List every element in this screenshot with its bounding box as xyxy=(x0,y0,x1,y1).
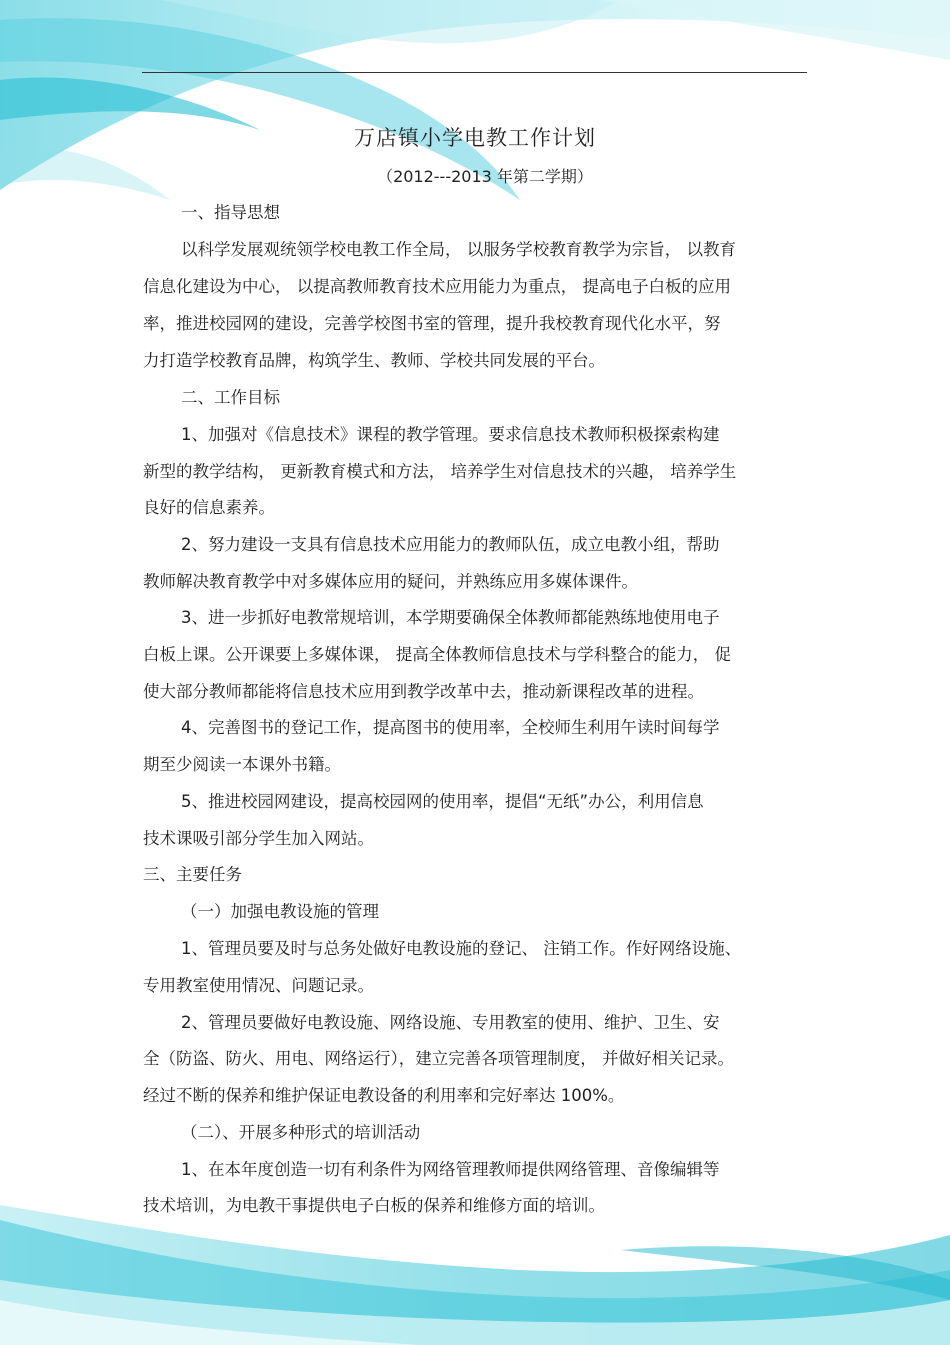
paragraph-line: 全（防盗、防火、用电、网络运行），建立完善各项管理制度， 并做好相关记录。 xyxy=(143,1049,734,1068)
paragraph-line: 白板上课。公开课要上多媒体课， 提高全体教师信息技术与学科整合的能力， 促 xyxy=(143,645,731,664)
document-title: 万店镇小学电教工作计划 xyxy=(354,126,596,150)
paragraph-line: 期至少阅读一本课外书籍。 xyxy=(143,755,341,774)
paragraph-line: 技术课吸引部分学生加入网站。 xyxy=(143,829,374,848)
paragraph-line: 1、加强对《信息技术》课程的教学管理。要求信息技术教师积极探索构建 xyxy=(181,425,720,444)
paragraph-line: 5、推进校园网建设，提高校园网的使用率，提倡“无纸”办公，利用信息 xyxy=(181,792,704,811)
subsection-heading: （二）、开展多种形式的培训活动 xyxy=(181,1123,421,1142)
document-subtitle: （2012---2013 年第二学期） xyxy=(377,167,593,186)
paragraph-line: 力打造学校教育品牌，构筑学生、教师、学校共同发展的平台。 xyxy=(143,351,605,370)
paragraph-line: 教师解决教育教学中对多媒体应用的疑问，并熟练应用多媒体课件。 xyxy=(143,572,638,591)
paragraph-line: 以科学发展观统领学校电教工作全局， 以服务学校教育教学为宗旨， 以教育 xyxy=(181,240,736,259)
paragraph-line: 良好的信息素养。 xyxy=(143,498,275,517)
paragraph-line: 新型的教学结构， 更新教育模式和方法， 培养学生对信息技术的兴趣， 培养学生 xyxy=(143,462,737,481)
section-heading: 三、主要任务 xyxy=(143,865,242,884)
section-heading: 一、指导思想 xyxy=(181,203,280,222)
subsection-heading: （一）加强电教设施的管理 xyxy=(181,902,379,921)
paragraph-line: 信息化建设为中心， 以提高教师教育技术应用能力为重点， 提高电子白板的应用 xyxy=(143,277,731,296)
paragraph-line: 使大部分教师都能将信息技术应用到教学改革中去，推动新课程改革的进程。 xyxy=(143,682,704,701)
paragraph-line: 率，推进校园网的建设，完善学校图书室的管理，提升我校教育现代化水平，努 xyxy=(143,314,721,333)
paragraph-line: 3、进一步抓好电教常规培训，本学期要确保全体教师都能熟练地使用电子 xyxy=(181,608,720,627)
paragraph-line: 1、管理员要及时与总务处做好电教设施的登记、 注销工作。作好网络设施、 xyxy=(181,939,742,958)
paragraph-line: 2、管理员要做好电教设施、网络设施、专用教室的使用、维护、卫生、安 xyxy=(181,1013,720,1032)
section-heading: 二、工作目标 xyxy=(181,388,280,407)
paragraph-line: 技术培训，为电教干事提供电子白板的保养和维修方面的培训。 xyxy=(143,1196,605,1215)
paragraph-line: 1、在本年度创造一切有利条件为网络管理教师提供网络管理、音像编辑等 xyxy=(181,1160,720,1179)
paragraph-line: 专用教室使用情况、问题记录。 xyxy=(143,976,374,995)
paragraph-line: 经过不断的保养和维护保证电教设备的利用率和完好率达 100%。 xyxy=(143,1086,625,1105)
paragraph-line: 4、完善图书的登记工作，提高图书的使用率，全校师生利用午读时间每学 xyxy=(181,718,720,737)
paragraph-line: 2、努力建设一支具有信息技术应用能力的教师队伍，成立电教小组，帮助 xyxy=(181,535,720,554)
